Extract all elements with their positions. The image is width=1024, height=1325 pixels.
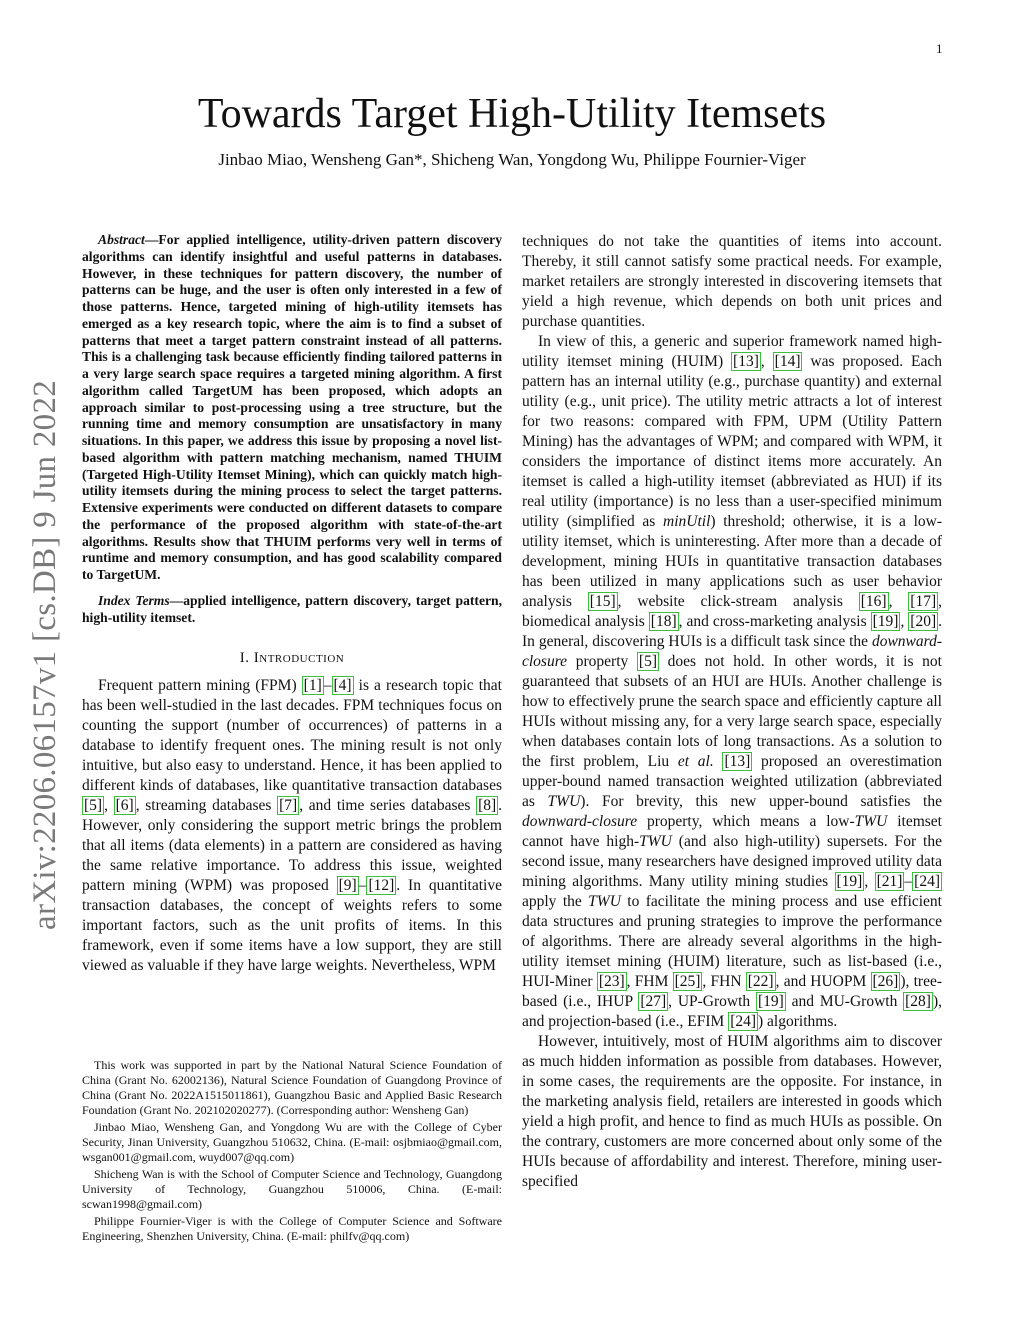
citation-link[interactable]: [19] xyxy=(872,613,899,630)
citation-link[interactable]: [25] xyxy=(674,973,701,990)
footnotes xyxy=(82,1058,502,1246)
term-et-al: et al. xyxy=(677,753,714,770)
page-number: 1 xyxy=(936,41,943,56)
citation-link[interactable]: [5] xyxy=(638,653,657,670)
citation-link[interactable]: [16] xyxy=(860,593,887,610)
text-run: is a research topic that has been well-studied in the last decades. FPM techniques focus on counting the support (number of occurrences) of patterns in a database to identify frequent ones. The mining result is not only intuitive, but also easy to understand. Hence, it has been applied to different kinds of databases, like quantitative transaction databases xyxy=(82,676,502,794)
citation-link[interactable]: [23] xyxy=(598,973,625,990)
text-run: , FHN xyxy=(702,973,746,990)
intro-paragraph-1 xyxy=(82,676,502,976)
text-run: (and also high-utility) supersets. For the second issue, many researchers have designed improved utility data mining algorithms. Many utility mining studies xyxy=(522,833,942,890)
text-run: , xyxy=(104,796,114,814)
abstract-lead: Abstract xyxy=(98,232,145,247)
text-run: , xyxy=(760,353,773,370)
body-paragraph-continued: techniques do not take the quantities of items into account. Thereby, it still cannot satisfy some practical needs. For example, market retailers are strongly interested in discovering itemsets that yield a high revenue, which depends on both unit prices and purchase quantities. xyxy=(522,233,942,330)
term-twu: TWU xyxy=(547,793,581,810)
text-run: – xyxy=(358,876,367,894)
footnote-funding: This work was supported in part by the National Natural Science Foundation of China (Grant No. 62002136), Natural Science Foundation of Guangdong Province of China (Grant No. 2022A1515011861), Guangzhou Basic and Applied Basic Research Foundation (Grant No. 202102020277). (Corresponding author: Wensheng Gan) xyxy=(82,1058,502,1117)
section-heading-introduction: I. Introduction xyxy=(239,649,345,666)
citation-link[interactable]: [4] xyxy=(333,676,352,694)
footnote-affiliation-szu: Philippe Fournier-Viger is with the College of Computer Science and Software Engineering, Shenzhen University, China. (E-mail: philfv@qq.com) xyxy=(82,1214,502,1243)
text-run: ). For brevity, this new upper-bound satisfies the xyxy=(580,793,942,810)
citation-link[interactable]: [28] xyxy=(905,993,931,1010)
text-run: , xyxy=(864,873,875,890)
text-run: – xyxy=(904,873,913,890)
citation-link[interactable]: [17] xyxy=(910,593,937,610)
right-column xyxy=(522,232,942,1192)
text-run: . In general, discovering HUIs is a difficult task since the xyxy=(522,613,942,650)
text-run: and MU-Growth xyxy=(785,993,904,1010)
text-run: , and cross-marketing analysis xyxy=(678,613,871,630)
citation-link[interactable]: [13] xyxy=(733,353,759,370)
citation-link[interactable]: [6] xyxy=(115,796,134,814)
text-run: , xyxy=(900,613,909,630)
text-run: property xyxy=(567,653,637,670)
citation-link[interactable]: [26] xyxy=(872,973,899,990)
text-run: , and time series databases xyxy=(299,796,477,814)
author-list: Jinbao Miao, Wensheng Gan*, Shicheng Wan, Yongdong Wu, Philippe Fournier-Viger xyxy=(218,150,806,169)
citation-link[interactable]: [14] xyxy=(774,353,801,370)
footnote-affiliation-gdut: Shicheng Wan is with the School of Computer Science and Technology, Guangdong University of Technology, Guangzhou 510006, China. (E-mail: scwan1998@gmail.com) xyxy=(82,1167,502,1211)
text-run: . In quantitative transaction databases, the concept of weights refers to some important factors, such as the unit profits of items. In this framework, even if some items have a low support, they are still viewed as valuable if they have large weights. Nevertheless, WPM xyxy=(82,876,502,974)
text-run: Frequent pattern mining (FPM) xyxy=(98,676,302,694)
text-run: was proposed. Each pattern has an internal utility (e.g., purchase quantity) and external utility (e.g., unit price). The utility metric attracts a lot of interest for two reasons: compared with FPM, UPM (Utility Pattern Mining) has the advantages of WPM; and compared with WPM, it considers the importance of distinct items more accurately. An itemset is called a high-utility itemset (abbreviated as HUI) if its real utility (importance) is no less than a user-specified minimum utility (simplified as xyxy=(522,353,943,530)
term-twu: TWU xyxy=(854,813,888,830)
text-run: proposed an overestimation upper-bound named transaction weighted utilization (abbreviated as xyxy=(522,753,942,810)
text-run: , and HUOPM xyxy=(775,973,871,990)
text-run: , streaming databases xyxy=(135,796,278,814)
citation-link[interactable]: [5] xyxy=(84,796,103,814)
text-run: . However, only considering the support metric brings the problem that all items (data elements) in a pattern are considered as having the same relative importance. To address this issue, weighted pattern mining (WPM) was proposed xyxy=(82,796,503,894)
citation-link[interactable]: [24] xyxy=(914,873,940,890)
index-terms xyxy=(82,592,502,626)
citation-link[interactable]: [24] xyxy=(730,1013,757,1030)
citation-link[interactable]: [27] xyxy=(640,993,667,1010)
text-run: , UP-Growth xyxy=(668,993,756,1010)
text-run: to facilitate the mining process and use efficient data structures and pruning strategies to improve the performance of algorithms. There are already several algorithms in the high-utility itemset mining (HUIM) literature, such as list-based (i.e., HUI-Miner xyxy=(522,893,942,990)
text-run: ) threshold; otherwise, it is a low-utility itemset, which is uninteresting. After more than a decade of development, mining HUIs in quantitative transaction databases has been utilized in many applications such as user behavior analysis xyxy=(522,513,943,610)
citation-link[interactable]: [13] xyxy=(724,753,751,770)
term-twu: TWU xyxy=(588,893,621,910)
body-paragraph-huim xyxy=(522,332,942,1032)
abstract-text: —For applied intelligence, utility-driven pattern discovery algorithms can identify insightful and useful patterns in databases. However, in these techniques for pattern discovery, the number of patterns can be huge, and the user is often only interested in a few of those patterns. Hence, targeted mining of high-utility itemsets has emerged as a key research topic, where the aim is to find a subset of patterns that meet a target pattern constraint instead of all patterns. This is a challenging task because efficiently finding tailored patterns in a very large search space requires a targeted mining algorithm. A first algorithm called TargetUM has been proposed, which adopts an approach similar to post-processing using a tree structure, but the running time and memory consumption are unsatisfactory in many situations. In this paper, we address this issue by proposing a novel list-based algorithm with pattern matching mechanism, named THUIM (Targeted High-Utility Itemset Mining), which can quickly match high-utility itemsets during the mining process to select the target patterns. Extensive experiments were conducted on different datasets to compare the performance of the proposed algorithm with state-of-the-art algorithms. Results show that THUIM performs very well in terms of runtime and memory consumption, and has good scalability compared to TargetUM. xyxy=(82,232,502,582)
text-run: – xyxy=(323,676,332,694)
index-terms-lead: Index Terms xyxy=(98,592,170,608)
left-column xyxy=(82,232,502,976)
arxiv-identifier[interactable]: arXiv:2206.06157v1 [cs.DB] 9 Jun 2022 xyxy=(27,379,63,930)
citation-link[interactable]: [1] xyxy=(303,676,322,694)
text-run: property, which means a low- xyxy=(637,813,855,830)
citation-link[interactable]: [19] xyxy=(836,873,863,890)
paper-title: Towards Target High-Utility Itemsets xyxy=(197,91,827,137)
text-run: , biomedical analysis xyxy=(522,593,942,630)
text-run: apply the xyxy=(522,893,589,910)
citation-link[interactable]: [8] xyxy=(478,796,497,814)
citation-link[interactable]: [9] xyxy=(338,876,357,894)
abstract xyxy=(82,232,502,584)
text-run: , xyxy=(888,593,909,610)
citation-link[interactable]: [7] xyxy=(279,796,298,814)
term-twu: TWU xyxy=(639,833,672,850)
text-run: ) algorithms. xyxy=(758,1013,838,1030)
citation-link[interactable]: [22] xyxy=(747,973,774,990)
citation-link[interactable]: [12] xyxy=(368,876,395,894)
term-minutil: minUtil xyxy=(663,513,711,530)
text-run: ), tree-based (i.e., IHUP xyxy=(522,973,942,1010)
citation-link[interactable]: [18] xyxy=(650,613,677,630)
citation-link[interactable]: [19] xyxy=(757,993,784,1010)
footnote-affiliation-jnu: Jinbao Miao, Wensheng Gan, and Yongdong Wu are with the College of Cyber Security, Jinan University, Guangzhou 510632, China. (E-mail: osjbmiao@gmail.com, wsgan001@gmail.com, wuyd007@qq.com) xyxy=(82,1120,502,1164)
text-run: In view of this, a generic and superior framework named high-utility itemset mining (HUIM) xyxy=(522,333,942,370)
text-run: does not hold. In other words, it is not guaranteed that subsets of an HUI are HUIs. Another challenge is how to effectively prune the search space and efficiently capture all HUIs without missing any, for a very large search space, especially when databases contain lots of long transactions. As a solution to the first problem, Liu xyxy=(522,653,942,770)
term-downward-closure: downward-closure xyxy=(522,633,942,670)
body-paragraph-target-mining: However, intuitively, most of HUIM algorithms aim to discover as much hidden information as possible from databases. However, in some cases, the requirements are the opposite. For instance, in the marketing analysis field, retailers are interested in goods which yield a high profit, and hence to find as much HUIs as possible. On the contrary, customers are more concerned about only some of the HUIs because of affordability and interest. Therefore, mining user-specified xyxy=(522,1033,942,1190)
text-run: itemset cannot have high- xyxy=(522,813,942,850)
citation-link[interactable]: [20] xyxy=(910,613,937,630)
text-run: , FHM xyxy=(626,973,673,990)
citation-link[interactable]: [21] xyxy=(876,873,903,890)
citation-link[interactable]: [15] xyxy=(589,593,616,610)
text-run: , website click-stream analysis xyxy=(617,593,859,610)
text-run: ), and projection-based (i.e., EFIM xyxy=(522,993,943,1030)
term-downward-closure: downward-closure xyxy=(522,813,638,830)
index-terms-text: —applied intelligence, pattern discovery, target pattern, high-utility itemset. xyxy=(82,592,502,625)
